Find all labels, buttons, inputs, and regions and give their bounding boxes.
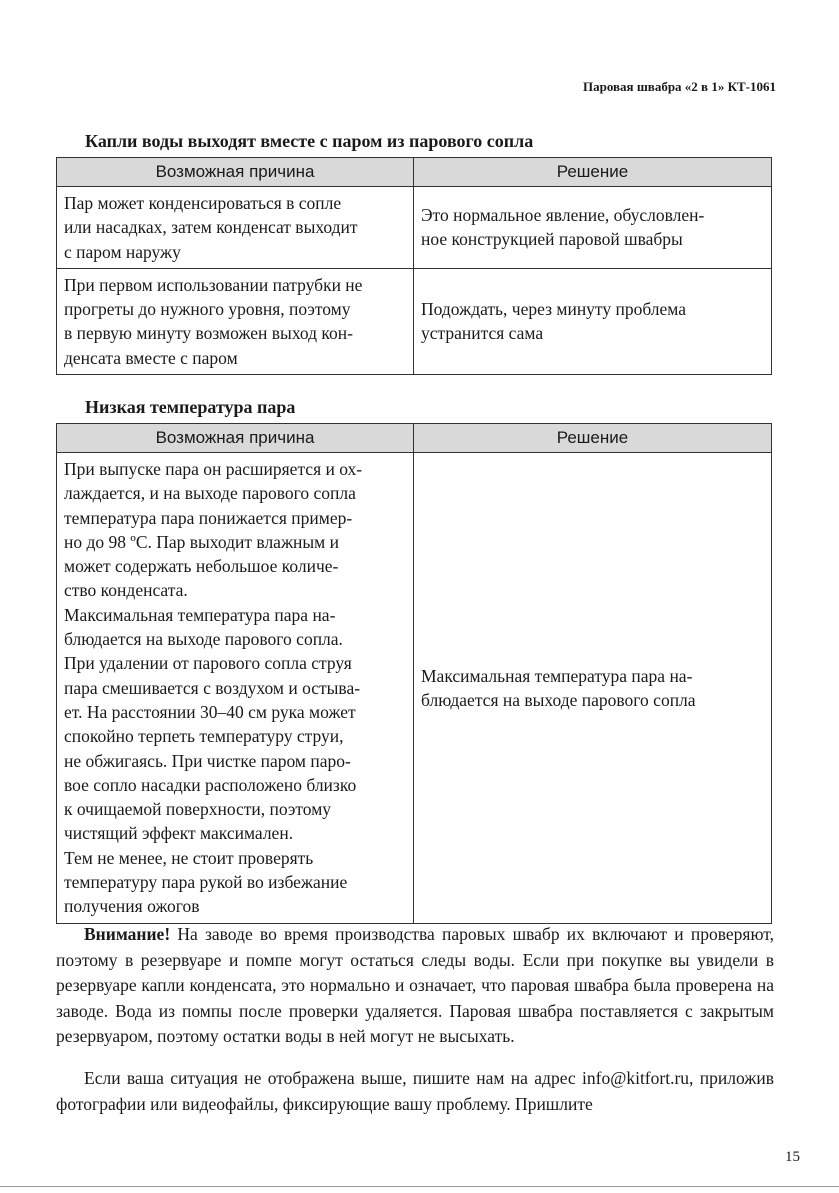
cause-text-line: лаждается, и на выходе парового сопла: [64, 483, 356, 504]
cause-text-line: блюдается на выходе парового сопла.: [64, 629, 343, 650]
cause-text-line: При удалении от парового сопла струя: [64, 653, 352, 674]
solution-text-line: Максимальная температура пара на-: [421, 665, 693, 686]
cause-text-line: но до 98 ºС. Пар выходит влажным и: [64, 531, 339, 552]
cause-text-line: ет. На расстоянии 30–40 см рука может: [64, 701, 356, 722]
cause-text-line: чистящий эффект максимален.: [64, 823, 294, 844]
troubleshooting-table-water-drops: [56, 157, 772, 375]
column-header-solution: Решение: [414, 424, 772, 453]
troubleshooting-table-low-temperature: [56, 423, 772, 924]
column-header-solution: Решение: [414, 158, 772, 187]
cause-text-line: Тем не менее, не стоит проверять: [64, 847, 314, 868]
running-header: Паровая швабра «2 в 1» КТ-1061: [583, 79, 776, 94]
cause-text-line: температура пара понижается пример-: [64, 507, 353, 528]
table-body: [57, 453, 772, 924]
cause-text-line: спокойно терпеть температуру струи,: [64, 726, 344, 747]
cause-cell: [57, 268, 414, 374]
attention-label: Внимание!: [84, 924, 171, 944]
section-title-water-drops: Капли воды выходят вместе с паром из парового сопла: [85, 131, 534, 151]
cause-text-line: или насадках, затем конденсат выходит: [64, 217, 358, 238]
table-row: [57, 187, 772, 269]
cause-text-line: прогреты до нужного уровня, поэтому: [64, 299, 351, 320]
section-title-low-temperature: Низкая температура пара: [85, 397, 296, 417]
cause-cell: [57, 453, 414, 924]
attention-text: На заводе во время производства паровых швабр их включают и проверяют, поэтому в резервуаре и помпе могут остаться следы воды. Если при покупке вы увидели в резервуаре капли конденсата, это нормально и означает, что паровая швабра была проверена на заводе. Вода из помпы после проверки удаляется. Паровая швабра поставляется с закрытым резервуаром, поэтому остатки воды в ней могут не высыхать.: [56, 924, 774, 1046]
cause-text-line: денсата вместе с паром: [64, 347, 238, 368]
table-body: [57, 187, 772, 375]
cause-text-line: Максимальная температура пара на-: [64, 604, 336, 625]
cause-text-line: При первом использовании патрубки не: [64, 274, 363, 295]
contact-paragraph: Если ваша ситуация не отображена выше, пишите нам на адрес info@kitfort.ru, приложив фотографии или видеофайлы, фиксирующие вашу проблему. Пришлите: [56, 1068, 774, 1114]
cause-text-line: с паром наружу: [64, 241, 181, 262]
cause-text-line: Пар может конденсироваться в сопле: [64, 193, 342, 213]
solution-text-line: ное конструкцией паровой швабры: [421, 229, 683, 250]
solution-cell: [414, 268, 772, 374]
cause-text-line: в первую минуту возможен выход кон-: [64, 323, 353, 344]
attention-paragraph: [56, 922, 774, 1050]
cause-text-line: получения ожогов: [64, 896, 200, 917]
column-header-cause: Возможная причина: [57, 158, 414, 187]
cause-text-line: При выпуске пара он расширяется и ох-: [64, 459, 363, 479]
solution-text-line: устранится сама: [421, 323, 544, 344]
cause-text-line: вое сопло насадки расположено близко: [64, 774, 357, 795]
page-number: 15: [785, 1149, 800, 1165]
solution-text-line: Подождать, через минуту проблема: [421, 299, 687, 320]
cause-text-line: не обжигаясь. При чистке паром паро-: [64, 750, 351, 771]
solution-cell: [414, 453, 772, 924]
column-header-cause: Возможная причина: [57, 424, 414, 453]
table-header-row: [57, 158, 772, 187]
cause-text-line: ство конденсата.: [64, 580, 188, 601]
solution-text-line: блюдается на выходе парового сопла: [421, 689, 696, 710]
table-row: [57, 453, 772, 924]
cause-cell: [57, 187, 414, 269]
table-header-row: [57, 424, 772, 453]
cause-text-line: температуру пара рукой во избежание: [64, 872, 348, 893]
solution-text-line: Это нормальное явление, обусловлен-: [421, 205, 705, 226]
table-row: [57, 268, 772, 374]
cause-text-line: к очищаемой поверхности, поэтому: [64, 799, 332, 820]
solution-cell: [414, 187, 772, 269]
cause-text-line: пара смешивается с воздухом и остыва-: [64, 677, 361, 698]
bottom-divider: [0, 1186, 839, 1187]
cause-text-line: может содержать небольшое количе-: [64, 556, 339, 577]
